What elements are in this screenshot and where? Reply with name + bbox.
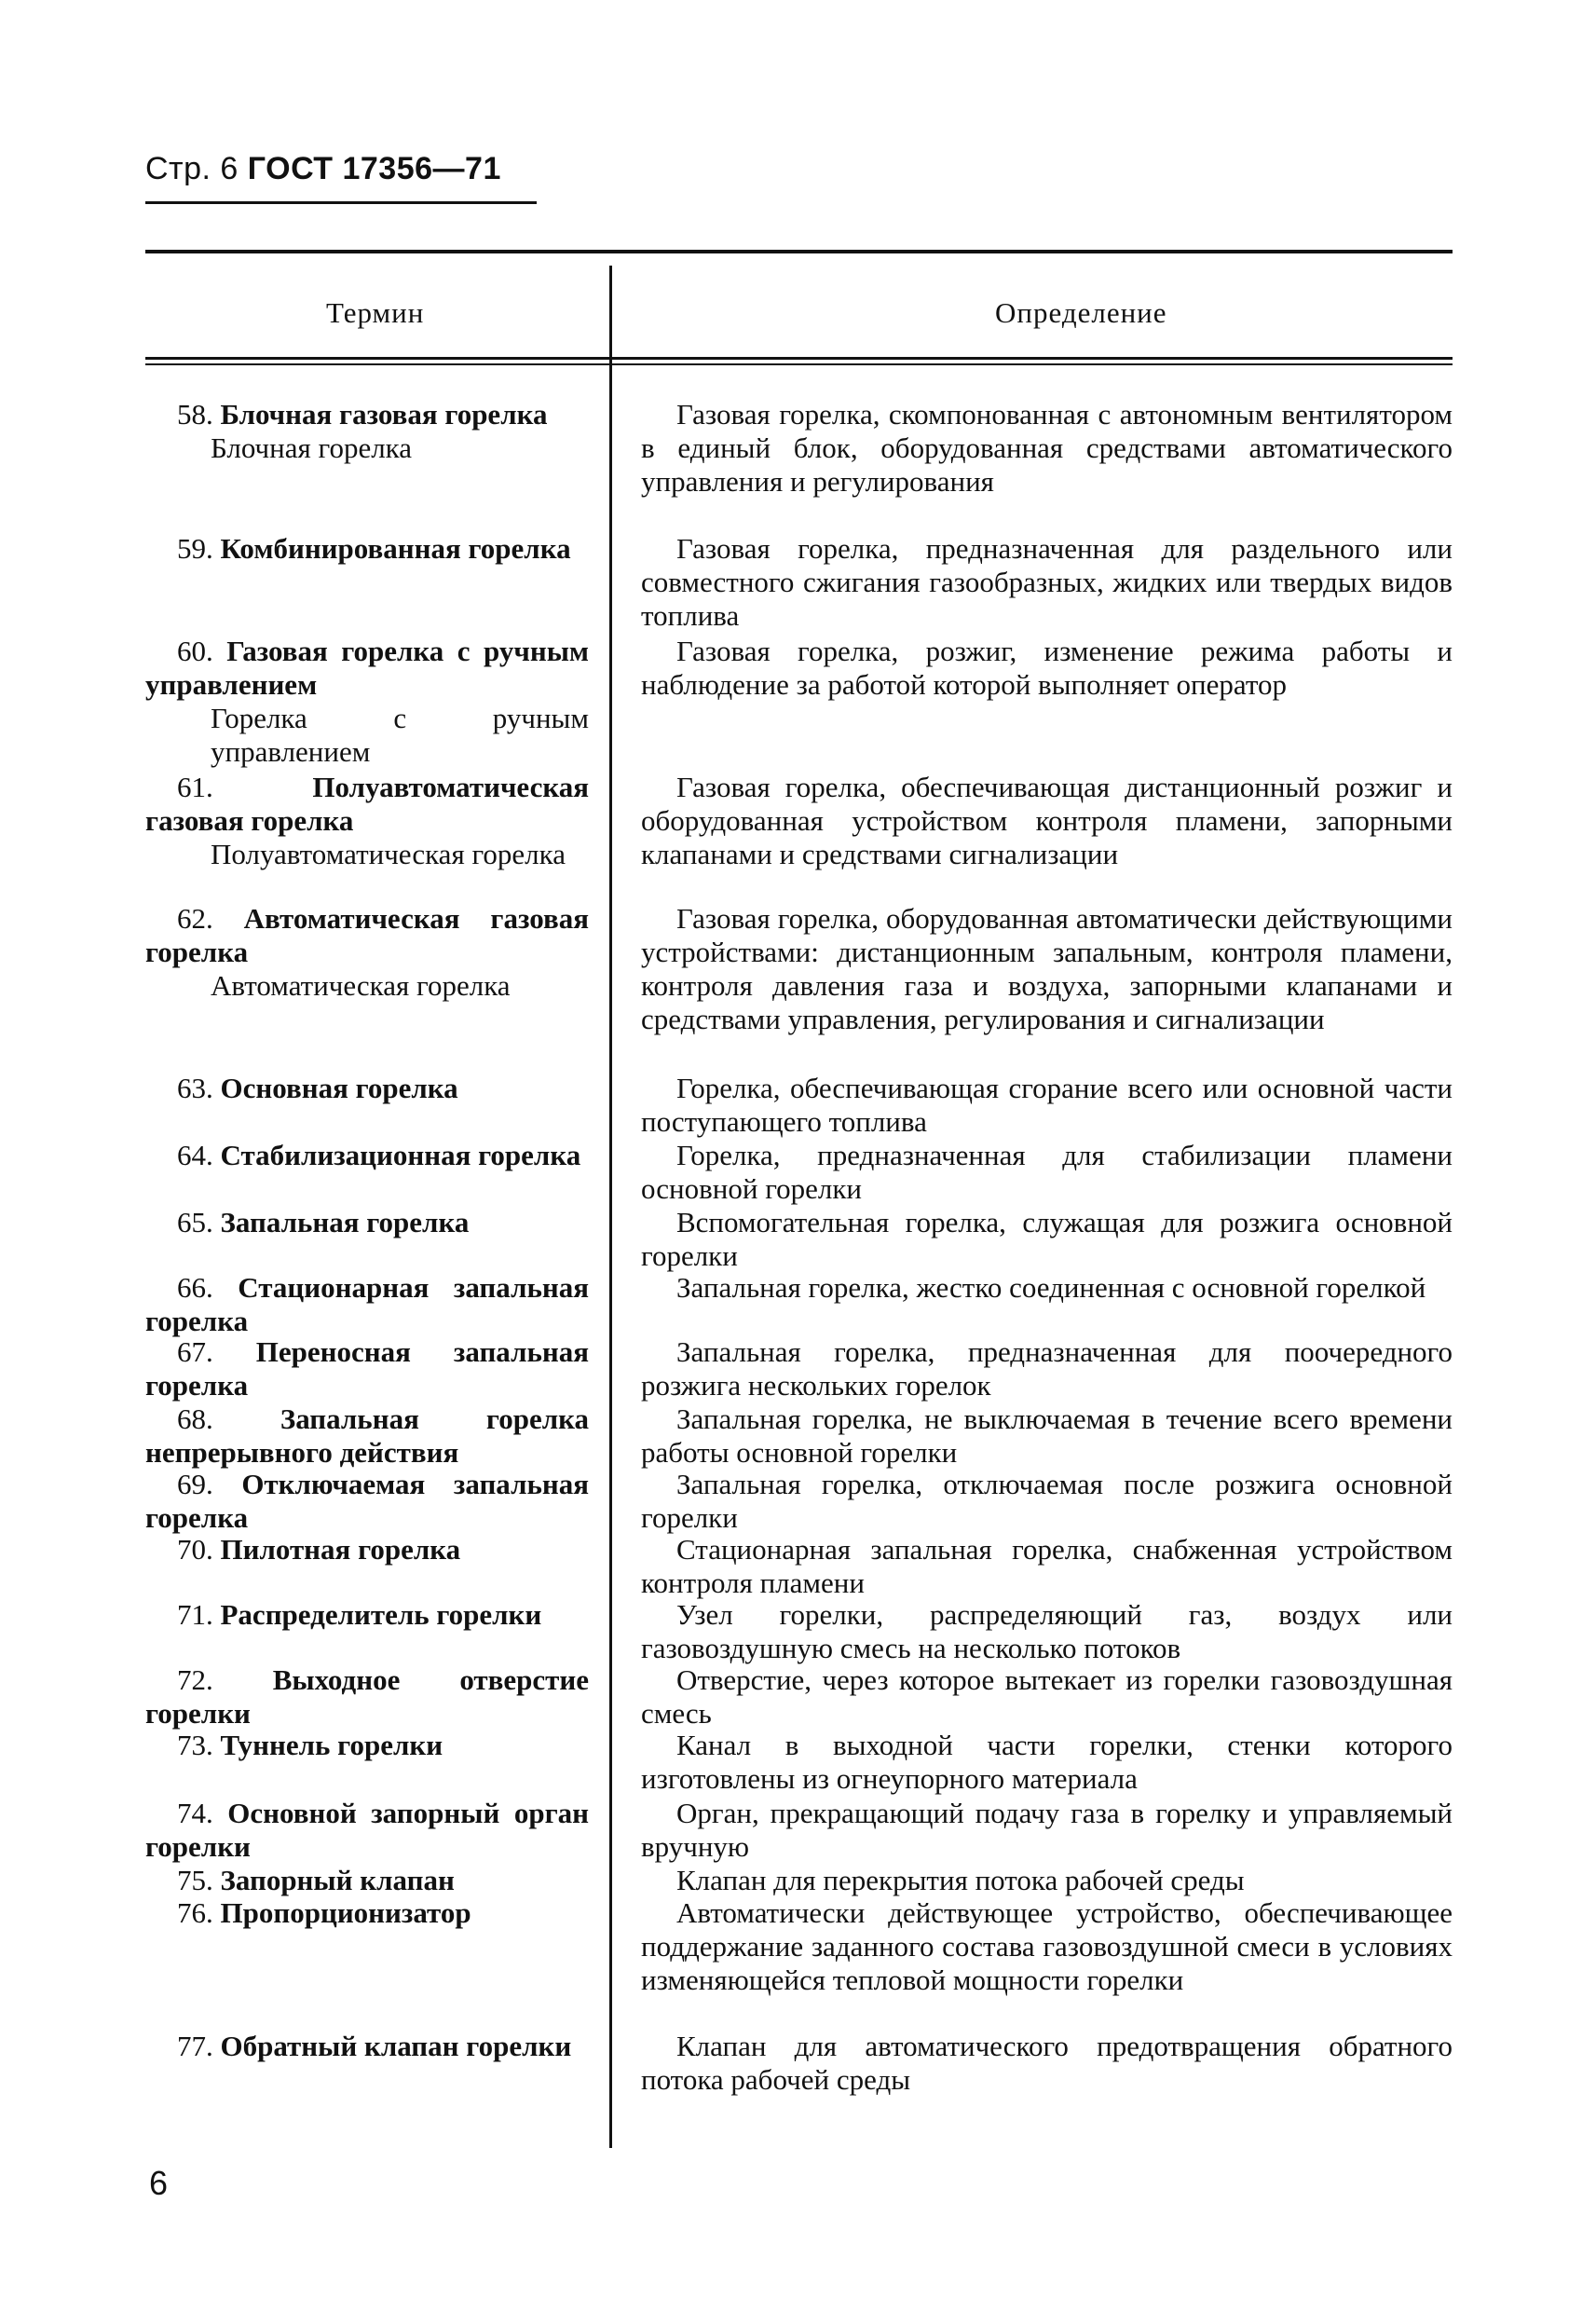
- term-cell: [145, 1663, 589, 1731]
- term-cell: [145, 902, 589, 1003]
- term-cell: [145, 1729, 589, 1762]
- definition-cell: Газовая горелка, обеспечивающая дистанционный розжиг и оборудованная устройством контроля пламени, запорными клапанами и средствами сигнализации: [641, 771, 1453, 870]
- definition-cell: Канал в выходной части горелки, стенки которого изготовлены из огнеупорного материала: [641, 1729, 1453, 1795]
- term-cell: [145, 1864, 589, 1897]
- page-header: [145, 151, 501, 187]
- term-cell: [145, 1072, 589, 1105]
- term-number: 76.: [177, 1896, 213, 1929]
- definition-cell: Автоматически действующее устройство, обеспечивающее поддержание заданного состава газовоздушной смеси в условиях изменяющейся тепловой мощности горелки: [641, 1896, 1453, 1996]
- definition-cell: Запальная горелка, предназначенная для поочередного розжига нескольких горелок: [641, 1335, 1453, 1402]
- term-name: Основной запорный орган горелки: [145, 1797, 590, 1863]
- definition-cell: Газовая горелка, оборудованная автоматически действующими устройствами: дистанционным запальным, контроля пламени, контроля давления газа и воздуха, запорными клапанами и средствами управления, регулирования и сигнализации: [641, 902, 1453, 1035]
- term-cell: [145, 532, 589, 566]
- term-number: 62.: [177, 902, 213, 935]
- standard-number: ГОСТ 17356—71: [247, 151, 501, 186]
- term-cell: [145, 771, 589, 871]
- term-number: 73.: [177, 1729, 213, 1761]
- definition-cell: Стационарная запальная горелка, снабженная устройством контроля пламени: [641, 1533, 1453, 1599]
- term-name: Отключаемая запальная горелка: [145, 1468, 589, 1534]
- definition-cell: Отверстие, через которое вытекает из горелки газовоздушная смесь: [641, 1663, 1453, 1730]
- definition-cell: Газовая горелка, скомпонованная с автономным вентилятором в единый блок, оборудованная средствами автоматического управления и регулирования: [641, 398, 1453, 498]
- term-number: 69.: [177, 1468, 213, 1500]
- term-cell: [145, 1335, 589, 1402]
- term-name: Переносная запальная горелка: [145, 1335, 589, 1402]
- term-number: 70.: [177, 1533, 213, 1566]
- term-name: Стабилизационная горелка: [220, 1139, 581, 1171]
- term-name: Комбинированная горелка: [220, 532, 571, 565]
- term-number: 74.: [177, 1797, 213, 1829]
- term-name: Распределитель горелки: [220, 1598, 542, 1631]
- term-number: 59.: [177, 532, 213, 565]
- term-number: 66.: [177, 1271, 213, 1304]
- term-number: 75.: [177, 1864, 213, 1896]
- term-number: 72.: [177, 1663, 213, 1696]
- term-name: Туннель горелки: [220, 1729, 443, 1761]
- page-header-prefix: Стр. 6: [145, 151, 239, 186]
- definition-cell: Газовая горелка, розжиг, изменение режима работы и наблюдение за работой которой выполняет оператор: [641, 635, 1453, 701]
- definition-cell: Клапан для перекрытия потока рабочей среды: [676, 1864, 1245, 1896]
- term-synonym: Полуавтоматическая горелка: [211, 838, 566, 870]
- definition-cell: Горелка, обеспечивающая сгорание всего или основной части поступающего топлива: [641, 1072, 1453, 1138]
- column-header-term: Термин: [326, 296, 425, 329]
- definition-cell: Вспомогательная горелка, служащая для розжига основной горелки: [641, 1206, 1453, 1272]
- definition-cell: Клапан для автоматического предотвращения обратного потока рабочей среды: [641, 2030, 1453, 2096]
- term-cell: [145, 1533, 589, 1566]
- definition-cell: Узел горелки, распределяющий газ, воздух или газовоздушную смесь на несколько потоков: [641, 1598, 1453, 1664]
- term-name: Пилотная горелка: [220, 1533, 461, 1566]
- term-cell: [145, 1468, 589, 1535]
- term-number: 67.: [177, 1335, 213, 1368]
- term-name: Стационарная запальная горелка: [145, 1271, 589, 1337]
- term-name: Выходное отверстие горелки: [145, 1663, 589, 1730]
- term-name: Обратный клапан горелки: [220, 2030, 572, 2062]
- page-number: 6: [149, 2164, 169, 2202]
- term-number: 71.: [177, 1598, 213, 1631]
- term-cell: [145, 1598, 589, 1632]
- term-cell: [145, 1896, 589, 1930]
- column-header-definition: Определение: [995, 296, 1167, 329]
- term-cell: [145, 1797, 589, 1864]
- term-name: Пропорционизатор: [220, 1896, 471, 1929]
- term-synonym: Автоматическая горелка: [211, 969, 511, 1002]
- term-number: 60.: [177, 635, 213, 667]
- term-cell: [145, 635, 589, 769]
- definition-cell: Запальная горелка, не выключаемая в течение всего времени работы основной горелки: [641, 1402, 1453, 1469]
- term-name: Газовая горелка с ручным управлением: [145, 635, 590, 701]
- term-name: Запальная горелка: [220, 1206, 470, 1238]
- column-divider: [609, 266, 612, 2148]
- table-top-rule: [145, 250, 1453, 253]
- definition-cell: Горелка, предназначенная для стабилизации пламени основной горелки: [641, 1139, 1453, 1205]
- term-number: 58.: [177, 398, 213, 431]
- term-number: 68.: [177, 1402, 213, 1435]
- definition-cell: Орган, прекращающий подачу газа в горелку и управляемый вручную: [641, 1797, 1453, 1863]
- term-cell: [145, 1402, 589, 1470]
- term-cell: [145, 1271, 589, 1338]
- table-header-rule-double: [145, 363, 1453, 365]
- term-name: Полуавтоматическая газовая горелка: [145, 771, 589, 837]
- term-synonym: Блочная горелка: [211, 431, 413, 464]
- term-cell: [145, 398, 589, 465]
- term-cell: [145, 1206, 589, 1239]
- table-header-rule: [145, 357, 1453, 360]
- term-name: Блочная газовая горелка: [220, 398, 548, 431]
- term-name: Запорный клапан: [220, 1864, 455, 1896]
- term-name: Автоматическая газовая горелка: [145, 902, 589, 968]
- term-number: 63.: [177, 1072, 213, 1104]
- term-number: 65.: [177, 1206, 213, 1238]
- term-name: Запальная горелка непрерывного действия: [145, 1402, 589, 1469]
- header-underline: [145, 201, 537, 204]
- term-cell: [145, 2030, 589, 2063]
- definition-cell: Запальная горелка, отключаемая после розжига основной горелки: [641, 1468, 1453, 1534]
- term-number: 61.: [177, 771, 213, 803]
- term-number: 77.: [177, 2030, 213, 2062]
- definition-cell: Запальная горелка, жестко соединенная с основной горелкой: [676, 1271, 1426, 1304]
- term-synonym: Горелка с ручным управлением: [211, 702, 589, 768]
- term-number: 64.: [177, 1139, 213, 1171]
- term-cell: [145, 1139, 589, 1172]
- definition-cell: Газовая горелка, предназначенная для раздельного или совместного сжигания газообразных, жидких или твердых видов топлива: [641, 532, 1453, 632]
- term-name: Основная горелка: [220, 1072, 458, 1104]
